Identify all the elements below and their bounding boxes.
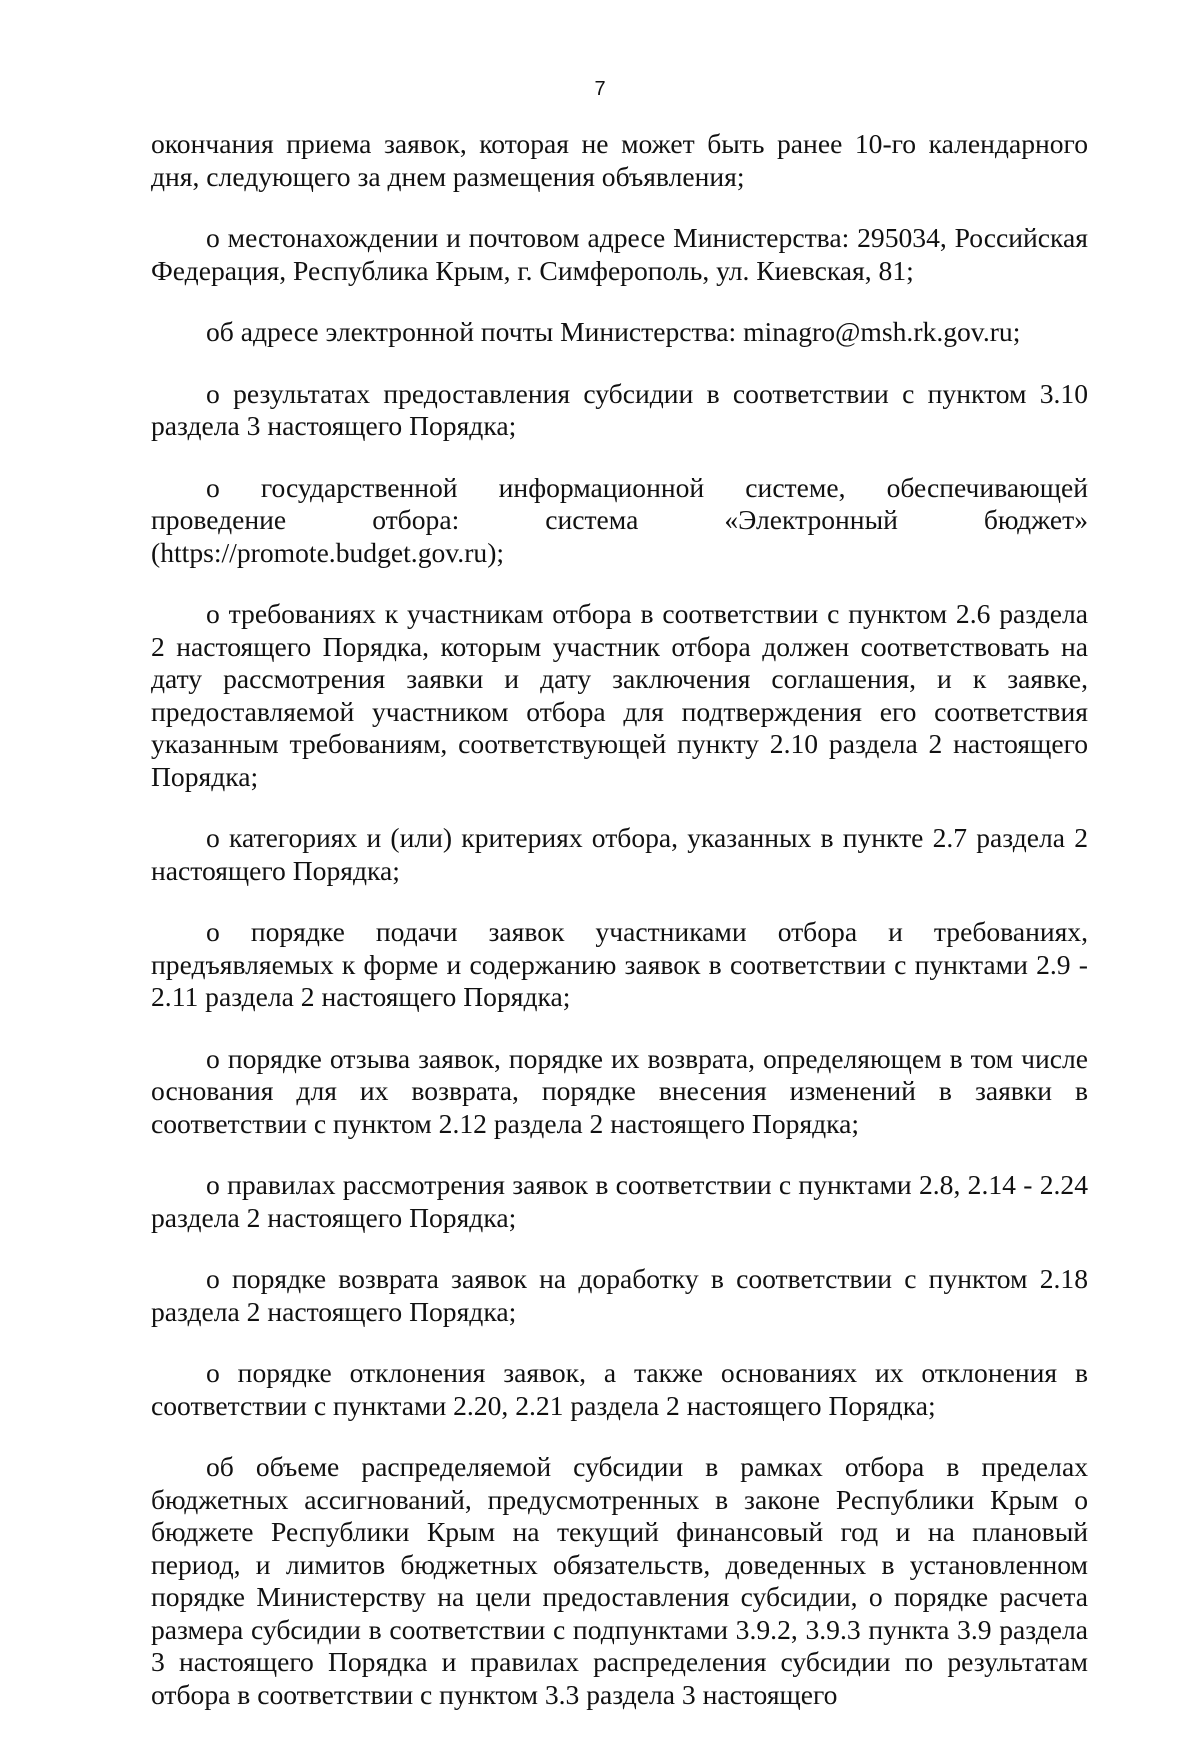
paragraph-application-submission: о порядке подачи заявок участниками отбора и требованиях, предъявляемых к форме и содержанию заявок в соответствии с пунктами 2.9 - 2.11 раздела 2 настоящего Порядка; xyxy=(151,916,1088,1012)
paragraph-return-for-revision: о порядке возврата заявок на доработку в соответствии с пунктом 2.18 раздела 2 настоящего Порядка; xyxy=(151,1263,1088,1327)
paragraph-deadline: окончания приема заявок, которая не может быть ранее 10-го календарного дня, следующего за днем размещения объявления; xyxy=(151,128,1088,192)
paragraph-subsidy-results: о результатах предоставления субсидии в соответствии с пунктом 3.10 раздела 3 настоящего Порядка; xyxy=(151,377,1088,441)
paragraph-ministry-address: о местонахождении и почтовом адресе Министерства: 295034, Российская Федерация, Республика Крым, г. Симферополь, ул. Киевская, 81; xyxy=(151,222,1088,286)
document-body xyxy=(151,128,1088,1740)
paragraph-ministry-email: об адресе электронной почты Министерства: minagro@msh.rk.gov.ru; xyxy=(206,316,1021,347)
paragraph-rejection: о порядке отклонения заявок, а также основаниях их отклонения в соответствии с пунктами 2.20, 2.21 раздела 2 настоящего Порядка; xyxy=(151,1357,1088,1421)
paragraph-information-system: о государственной информационной системе, обеспечивающей проведение отбора: система «Электронный бюджет» xyxy=(151,471,1088,535)
page-number: 7 xyxy=(594,78,606,100)
paragraph-selection-criteria: о категориях и (или) критериях отбора, указанных в пункте 2.7 раздела 2 настоящего Порядка; xyxy=(151,822,1088,886)
paragraph-participant-requirements: о требованиях к участникам отбора в соответствии с пунктом 2.6 раздела 2 настоящего Порядка, которым участник отбора должен соответствовать на дату рассмотрения заявки и дату заключения соглашения, и к заявке, предоставляемой участником отбора для подтверждения его соответствия указанным требованиям, соответствующей пункту 2.10 раздела 2 настоящего Порядка; xyxy=(151,598,1088,792)
paragraph-subsidy-volume: об объеме распределяемой субсидии в рамках отбора в пределах бюджетных ассигнований, предусмотренных в законе Республики Крым о бюджете Республики Крым на текущий финансовый год и на плановый период, и лимитов бюджетных обязательств, доведенных в установленном порядке Министерству на цели предоставления субсидии, о порядке расчета размера субсидии в соответствии с подпунктами 3.9.2, 3.9.3 пункта 3.9 раздела 3 настоящего Порядка и правилах распределения субсидии по результатам отбора в соответствии с пунктом 3.3 раздела 3 настоящего xyxy=(151,1451,1088,1710)
paragraph-application-withdrawal: о порядке отзыва заявок, порядке их возврата, определяющем в том числе основания для их возврата, порядке внесения изменений в заявки в соответствии с пунктом 2.12 раздела 2 настоящего Порядка; xyxy=(151,1042,1088,1139)
paragraph-review-rules: о правилах рассмотрения заявок в соответствии с пунктами 2.8, 2.14 - 2.24 раздела 2 настоящего Порядка; xyxy=(151,1169,1088,1233)
paragraph-information-system-url: (https://promote.budget.gov.ru); xyxy=(151,536,505,568)
